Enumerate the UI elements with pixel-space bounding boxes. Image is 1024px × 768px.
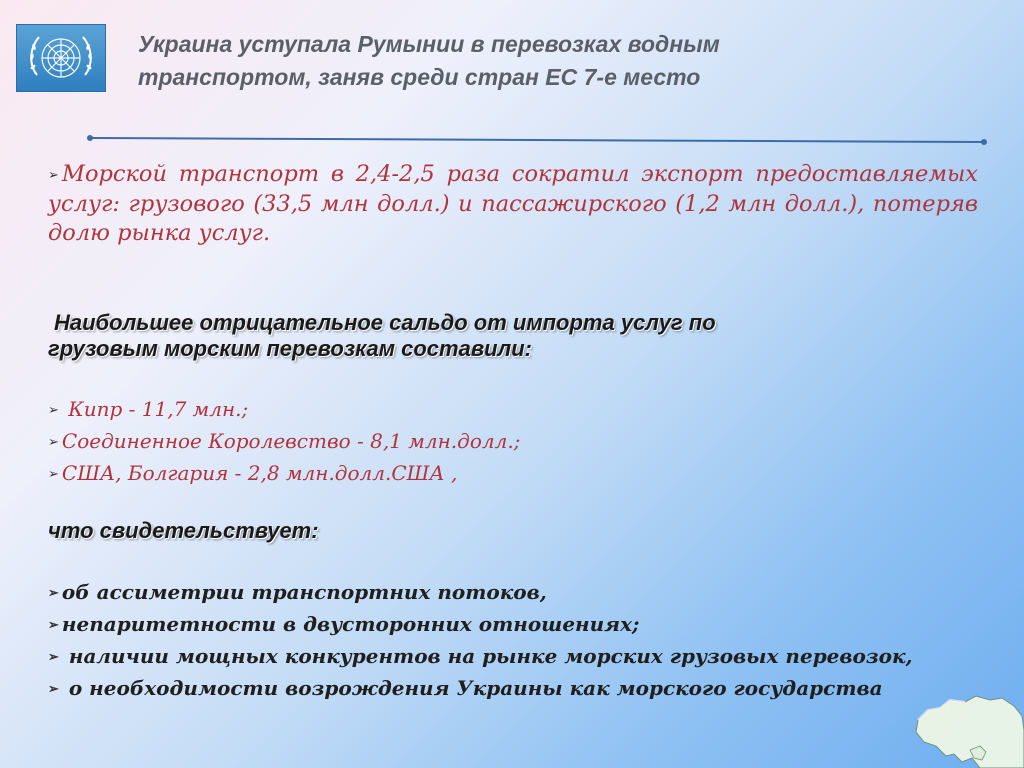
un-emblem-icon xyxy=(16,24,106,92)
export-paragraph xyxy=(48,160,978,248)
bullet-arrow-icon: ➢ xyxy=(48,618,59,633)
bullet-arrow-icon: ➢ xyxy=(48,650,59,665)
list-item: ➢ Кипр - 11,7 млн.; xyxy=(48,394,988,426)
bullet-arrow-icon: ➢ xyxy=(48,467,59,482)
conclusions-list xyxy=(48,577,988,705)
list-item: ➢ непаритетности в двусторонних отношениях; xyxy=(48,609,988,641)
bullet-arrow-icon: ➢ xyxy=(48,403,59,418)
list-item: ➢ Соединенное Королевство - 8,1 млн.долл.; xyxy=(48,426,988,458)
evidence-heading: что свидетельствует: xyxy=(48,518,319,543)
list-item: ➢ США, Болгария - 2,8 млн.долл.США , xyxy=(48,458,988,490)
title-divider xyxy=(86,134,988,146)
export-paragraph-text: Морской транспорт в 2,4-2,5 раза сократил экспорт предоставляемых услуг: грузового (33,5 млн долл.) и пассажирского (1,2 млн долл.), потеряв долю рынка услуг. xyxy=(48,161,978,246)
slide-title-line-1: Украина уступала Румынии в перевозках водным xyxy=(138,31,720,57)
slide-title-line-2: транспортом, заняв среди стран ЕС 7-е место xyxy=(138,64,701,90)
saldo-heading-line-1: Наибольшее отрицательное сальдо от импорта услуг по xyxy=(54,310,716,335)
saldo-heading-line-2: грузовым морским перевозкам составили: xyxy=(48,336,532,361)
list-item: ➢ наличии мощных конкурентов на рынке морских грузовых перевозок, xyxy=(48,641,988,673)
bullet-arrow-icon: ➢ xyxy=(48,682,59,697)
ukraine-map-icon xyxy=(910,690,1024,768)
bullet-arrow-icon: ➢ xyxy=(48,586,59,601)
list-item: ➢ об ассиметрии транспортних потоков, xyxy=(48,577,988,609)
bullet-arrow-icon: ➢ xyxy=(48,435,59,450)
slide-title xyxy=(138,28,998,94)
saldo-heading xyxy=(48,310,928,362)
countries-list xyxy=(48,394,988,490)
list-item: ➢ о необходимости возрождения Украины как морского государства xyxy=(48,673,988,705)
bullet-arrow-icon: ➢ xyxy=(48,168,59,183)
